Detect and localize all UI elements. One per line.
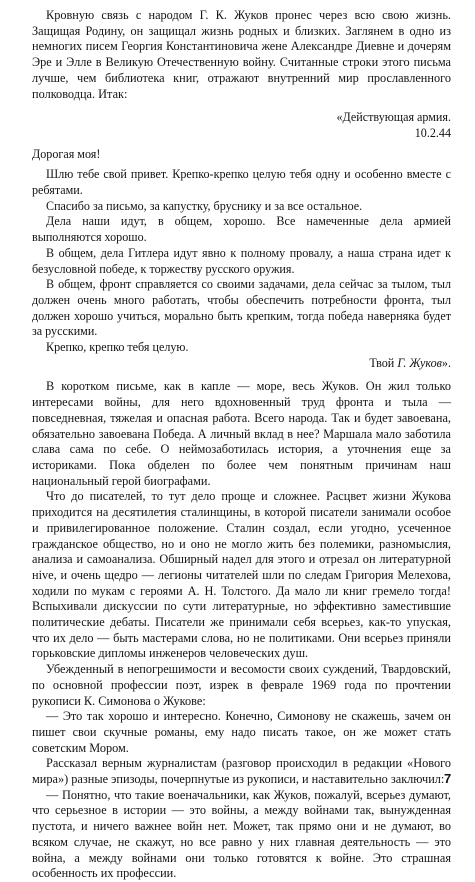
letter-signature <box>32 356 451 372</box>
letter-paragraph: Шлю тебе свой привет. Крепко-крепко целую тебя одну и особенно вместе с ребятами. <box>32 167 451 198</box>
letter-heading: «Действующая армия. <box>336 110 451 125</box>
signature-prefix: Твой <box>369 355 398 370</box>
letter-quote <box>32 110 451 371</box>
document-page <box>32 8 451 882</box>
body-paragraph: В коротком письме, как в капле — море, весь Жуков. Он жил только интересами войны, для него вдохновенный труд фронта и тыла — повседневная, тяжелая и опасная работа. Всего народа. Так и будет завоевана, обязательно завоевана Победа. А личный вклад в нее? Маршала мало заботила слава сама по себе. О неймозаботилась история, а уточнения еще за историками. Пока обделен по более чем понятным причинам наш национальный герой биографами. <box>32 379 451 488</box>
body-paragraph: — Это так хорошо и интересно. Конечно, Симонову не скажешь, зачем он пишет свои скучные романы, ему надо писать такое, он же может стать советским Мором. <box>32 709 451 755</box>
letter-paragraph: В общем, фронт справляется со своими задачами, дела сейчас за тылом, тыл должен очень много работать, чтобы обеспечить потребности фронта, тыл должен хорошо учиться, морально быть крепким, тогда победа наверняка будет за русскими. <box>32 277 451 339</box>
letter-salutation: Дорогая моя! <box>32 146 101 161</box>
letter-paragraph: В общем, дела Гитлера идут явно к полному провалу, а наша страна идет к безусловной победе, к торжеству русского оружия. <box>32 245 451 276</box>
body-paragraph: Что до писателей, то тут дело проще и сложнее. Расцвет жизни Жукова приходится на десятилетия сталинщины, в которой писатели занимали особое и привилегированное положение. Сталин создал, если угодно, усеченное гражданское общество, но и оно не могло жить без полемики, разномыслия, анализа и самоанализа. Обширный надел для этого и отрезал он литературной нive, и очень щедро — легионы читателей шли по следам Григория Мелехова, ходили по мукам с героями А. Н. Толстого. Да мало ли книг гремело тогда! Вспыхивали дискуссии по сути литературные, но эффективно заместившие политические дебаты. Писатели же принимали себя всерьез, как-то упуская, что их дело — быть мастерами слова, но не политиками. Они всерьез приняли горьковские дипломы инженеров человеческих душ. <box>32 489 451 661</box>
spacer <box>32 102 451 110</box>
signature-suffix: ». <box>441 355 451 370</box>
body-paragraph: Убежденный в непогрешимости и весомости своих суждений, Твардовский, по основной профессии поэт, изрек в феврале 1969 года по прочтении рукописи К. Симонова о Жукове: <box>32 662 451 708</box>
body-paragraph: Рассказал верным журналистам (разговор происходил в редакции «Нового мира») разные эпизоды, почерпнутые из рукописи, и наставительно заключил: <box>32 756 451 787</box>
page-number: 7 <box>444 771 452 786</box>
spacer <box>32 371 451 379</box>
letter-paragraph: Крепко, крепко тебя целую. <box>46 340 189 355</box>
letter-paragraph: Спасибо за письмо, за капустку, бруснику и за все остальное. <box>46 198 363 213</box>
intro-paragraph: Кровную связь с народом Г. К. Жуков пронес через всю свою жизнь. Защищая Родину, он защищал жизнь родных и близких. Заглянем в одно из немногих писем Георгия Константиновича жене Александре Диевне и дочерям Эре и Элле в Великую Отечественную войну. Считанные строки этого письма лучше, чем библиотека книг, отражают внутренний мир прославленного полководца. Итак: <box>32 8 451 101</box>
letter-paragraph: Дела наши идут, в общем, хорошо. Все намеченные дела армией выполняются хорошо. <box>32 214 451 245</box>
signature-name: Г. Жуков <box>397 355 442 370</box>
body-paragraph: — Понятно, что такие военачальники, как Жуков, пожалуй, всерьез думают, что серьезное в истории — это войны, а между войнами так, вынужденная пустота, и ничего важнее войн нет. Может, так прямо они и не думают, во всяком случае, не скажут, но все равно у них главная деятельность — это война, а между войнами они только готовятся к войне. Это страшная особенность их профессии. <box>32 787 451 881</box>
letter-date: 10.2.44 <box>414 125 451 140</box>
